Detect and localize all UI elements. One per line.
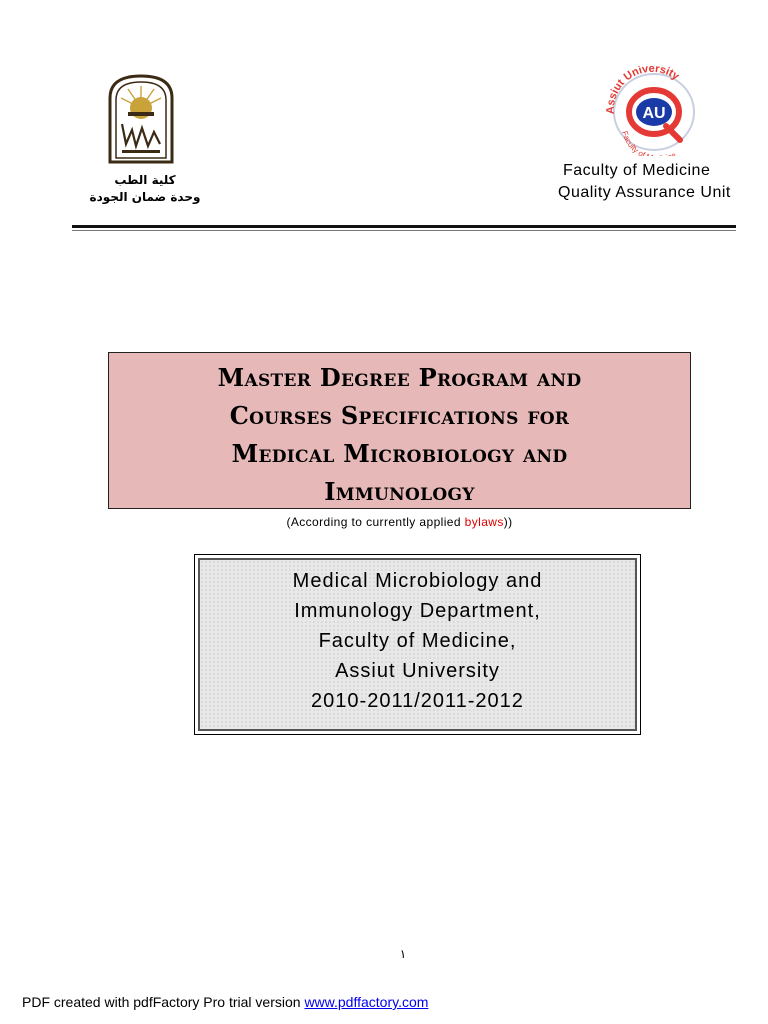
title-line: Master Degree Program and <box>217 363 582 392</box>
pdf-footer <box>22 994 428 1010</box>
note-suffix: )) <box>503 515 513 529</box>
svg-text:Faculty of Medicine: Faculty of e <box>620 129 678 156</box>
department-line: Medical Microbiology and <box>292 570 543 592</box>
page-number: ١ <box>399 947 407 961</box>
arabic-line-unit: وحدة ضمان الجودة <box>89 190 201 204</box>
document-title <box>109 359 690 511</box>
title-line: Courses Specifications for <box>229 401 570 430</box>
academic-year: 2010-2011/2011-2012 <box>311 690 524 712</box>
assiut-university-seal <box>104 72 178 164</box>
department-line: Faculty of Medicine, <box>318 630 517 652</box>
faculty-of-medicine-label: Faculty of Medicine <box>563 162 711 179</box>
faculty-name-arabic <box>70 172 220 206</box>
title-line: Medical Microbiology and <box>231 439 568 468</box>
svg-text:AU: AU <box>642 105 666 122</box>
svg-text:Assiut University: Assiut University <box>604 66 682 115</box>
bylaws-highlight: bylaws <box>464 515 504 529</box>
quality-assurance-unit-label: Quality Assurance Unit <box>558 184 731 201</box>
department-info <box>198 558 637 731</box>
pdffactory-link[interactable]: www.pdffactory.com <box>304 994 429 1010</box>
header-divider <box>72 225 736 231</box>
faculty-name-english <box>540 160 740 204</box>
title-line: Immunology <box>324 477 475 506</box>
department-line: Immunology Department, <box>294 600 541 622</box>
bylaws-note <box>108 515 691 529</box>
footer-text: PDF created with pdfFactory Pro trial version <box>22 994 305 1010</box>
department-line: Assiut University <box>335 660 500 682</box>
note-prefix: (According to currently applied <box>286 515 465 529</box>
arabic-line-faculty: كلية الطب <box>114 173 176 187</box>
department-box <box>194 554 641 735</box>
document-title-box <box>108 352 691 509</box>
au-quality-logo <box>600 66 704 156</box>
